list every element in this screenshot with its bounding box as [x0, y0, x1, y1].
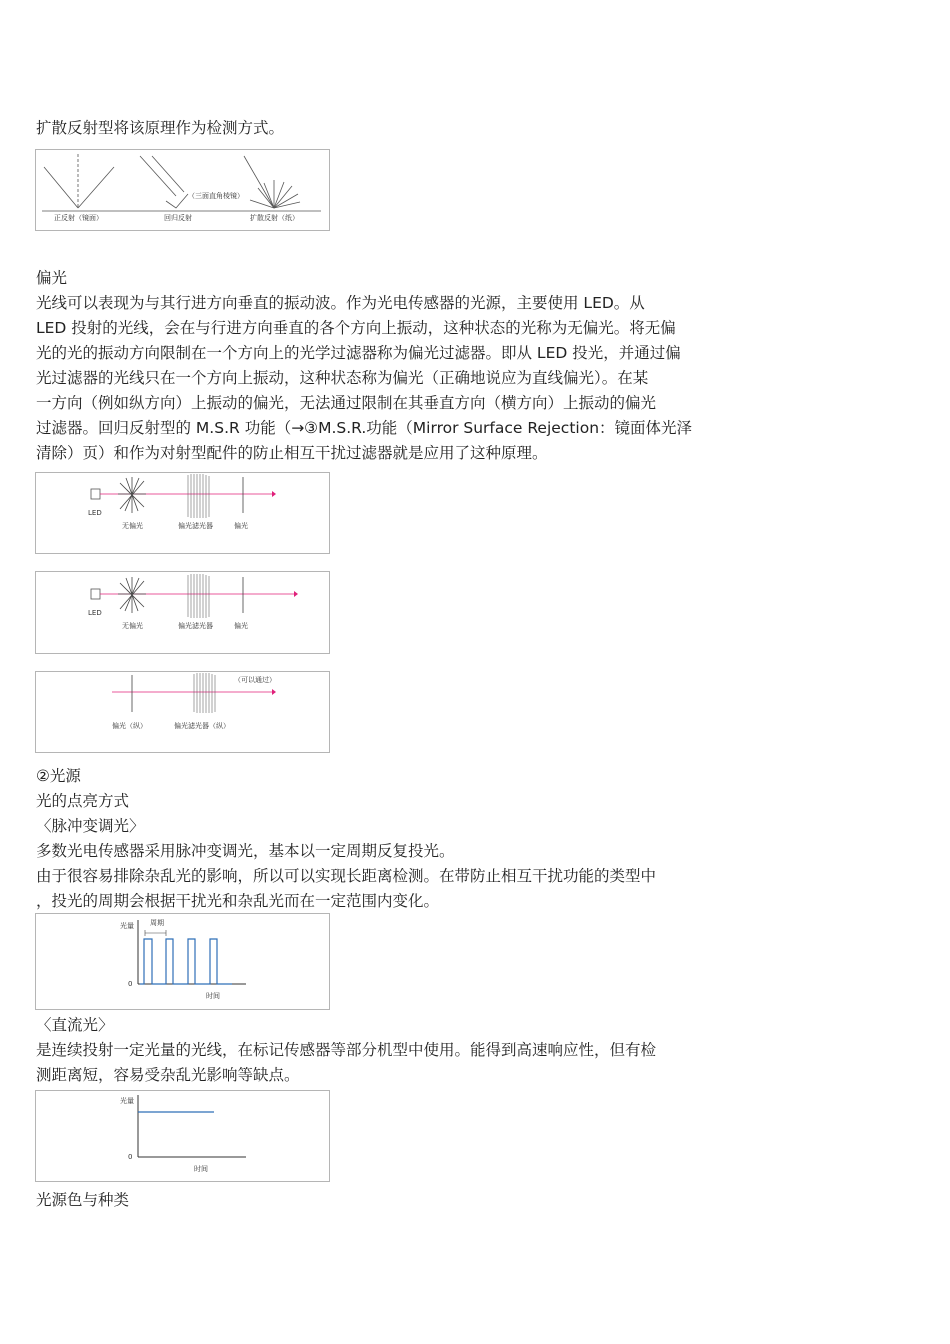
polarization-line: 光过滤器的光线只在一个方向上振动，这种状态称为偏光（正确地说应为直线偏光）。在某	[36, 369, 649, 387]
label-vertical: 偏光（纵）	[112, 722, 147, 730]
chart-xlabel: 时间	[206, 992, 220, 1000]
label-unpolarized: 无偏光	[122, 522, 143, 530]
label-polarized: 偏光	[234, 622, 248, 630]
polarization-line: LED 投射的光线，会在与行进方向垂直的各个方向上振动，这种状态的光称为无偏光。将无偏	[36, 319, 676, 337]
label-prism: （三面直角棱镜）	[188, 192, 244, 200]
chart-ylabel: 光量	[120, 1097, 134, 1105]
pulse-heading: 〈脉冲变调光〉	[36, 817, 145, 835]
label-filter: 偏光滤光器（纵）	[174, 722, 230, 730]
polarization-line: 过滤器。回归反射型的 M.S.R 功能（→③M.S.R.功能（Mirror Surface Rejection：镜面体光泽	[36, 419, 693, 437]
dc-line: 是连续投射一定光量的光线，在标记传感器等部分机型中使用。能得到高速响应性，但有检	[36, 1041, 657, 1059]
polarization-line: 一方向（例如纵方向）上振动的偏光，无法通过限制在其垂直方向（横方向）上振动的偏光	[36, 394, 657, 412]
intro-text: 扩散反射型将该原理作为检测方式。	[36, 119, 285, 137]
polarization-figure-3	[35, 671, 330, 753]
pulse-light-chart	[35, 913, 330, 1010]
light-color-heading: 光源色与种类	[36, 1191, 130, 1209]
dc-line: 测距离短，容易受杂乱光影响等缺点。	[36, 1066, 300, 1084]
polarization-line: 清除）页）和作为对射型配件的防止相互干扰过滤器就是应用了这种原理。	[36, 444, 548, 462]
pulse-line: ，投光的周期会根据干扰光和杂乱光而在一定范围内变化。	[36, 892, 440, 910]
dc-heading: 〈直流光〉	[36, 1016, 114, 1034]
chart-xlabel: 时间	[194, 1165, 208, 1173]
pulse-line: 多数光电传感器采用脉冲变调光，基本以一定周期反复投光。	[36, 842, 455, 860]
polarization-figure-2	[35, 571, 330, 654]
chart-ylabel: 光量	[120, 922, 134, 930]
label-specular: 正反射（镜面）	[54, 214, 103, 222]
polarization-heading: 偏光	[36, 269, 68, 287]
polarization-figure-1	[35, 472, 330, 554]
label-diffuse: 扩散反射（纸）	[250, 214, 299, 222]
light-source-heading: ②光源	[36, 767, 81, 785]
reflection-types-figure	[35, 149, 330, 231]
pulse-line: 由于很容易排除杂乱光的影响，所以可以实现长距离检测。在带防止相互干扰功能的类型中	[36, 867, 657, 885]
chart-period-label: 周期	[150, 919, 164, 927]
label-filter: 偏光滤光器	[178, 522, 213, 530]
label-polarized: 偏光	[234, 522, 248, 530]
polarization-line: 光线可以表现为与其行进方向垂直的振动波。作为光电传感器的光源，主要使用 LED。从	[36, 294, 645, 312]
label-retro: 回归反射	[164, 214, 192, 222]
chart-origin: 0	[128, 980, 133, 988]
label-passes: （可以通过）	[234, 676, 276, 684]
label-led: LED	[88, 609, 102, 617]
dc-light-chart	[35, 1090, 330, 1182]
label-filter: 偏光滤光器	[178, 622, 213, 630]
polarization-line: 光的光的振动方向限制在一个方向上的光学过滤器称为偏光过滤器。即从 LED 投光，并通过偏	[36, 344, 681, 362]
label-led: LED	[88, 509, 102, 517]
lighting-method-subheading: 光的点亮方式	[36, 792, 130, 810]
label-unpolarized: 无偏光	[122, 622, 143, 630]
chart-origin: 0	[128, 1153, 133, 1161]
